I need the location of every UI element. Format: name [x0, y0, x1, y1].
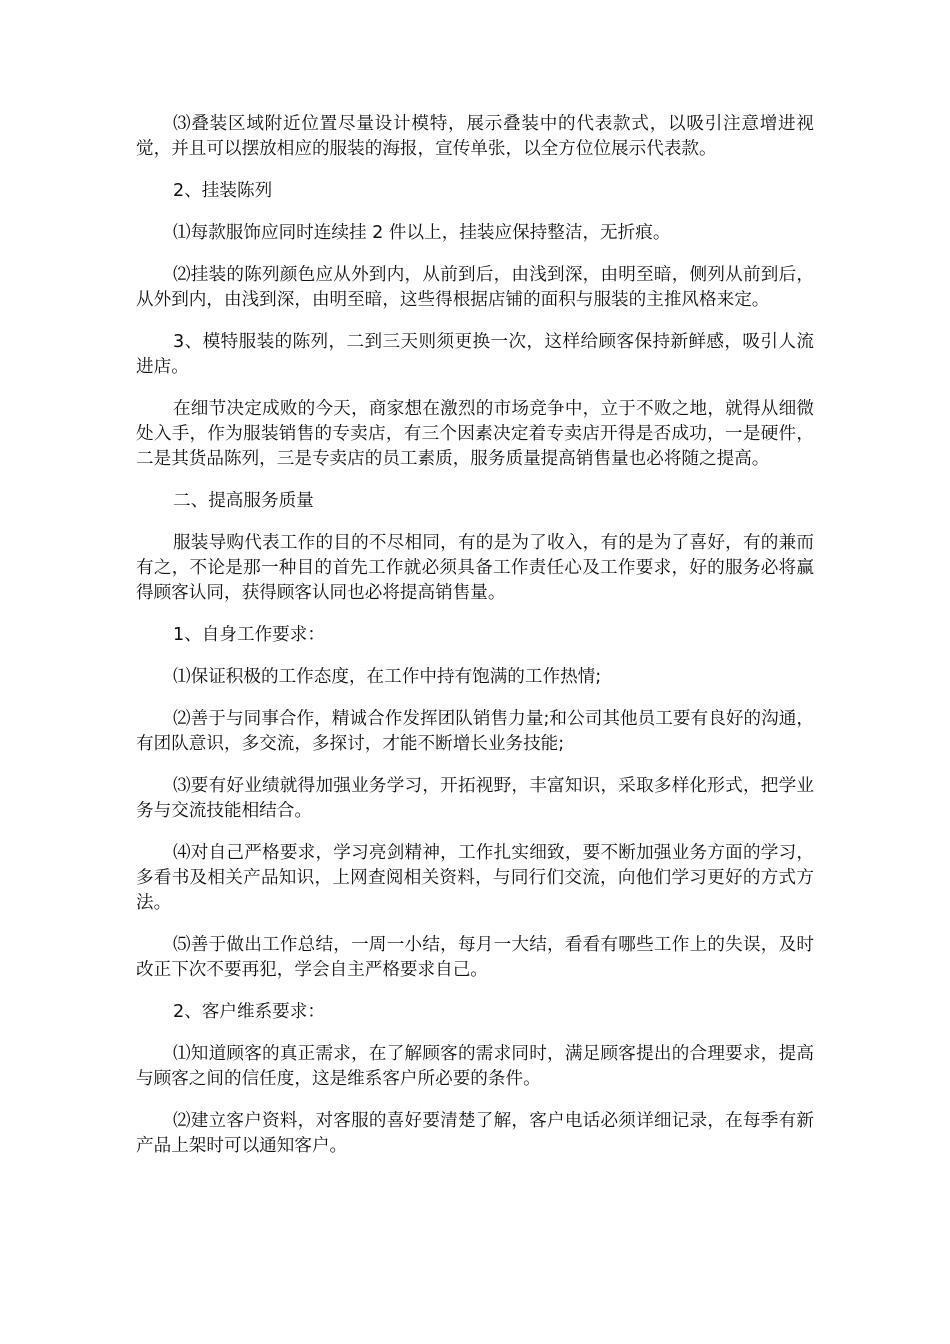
paragraph-self-requirement-4: ⑷对自己严格要求，学习亮剑精神，工作扎实细致，要不断加强业务方面的学习，多看书及相关产品知识，上网查阅相关资料，与同行们交流，向他们学习更好的方式方法。	[136, 843, 814, 913]
heading-self-requirements: 1、自身工作要求：	[173, 625, 325, 645]
paragraph-hanging-display-1: ⑴每款服饰应同时连续挂 2 件以上，挂装应保持整洁，无折痕。	[173, 223, 671, 243]
paragraph-customer-requirement-2: ⑵建立客户资料，对客服的喜好要清楚了解，客户电话必须详细记录，在每季有新产品上架时可以通知客户。	[136, 1111, 814, 1156]
heading-hanging-display: 2、挂装陈列	[173, 181, 273, 201]
paragraph-service-intro: 服装导购代表工作的目的不尽相同，有的是为了收入，有的是为了喜好，有的兼而有之，不论是那一种目的首先工作就必须具备工作责任心及工作要求，好的服务必将赢得顾客认同，获得顾客认同也必将提高销售量。	[136, 533, 814, 603]
paragraph-self-requirement-2: ⑵善于与同事合作，精诚合作发挥团队销售力量;和公司其他员工要有良好的沟通，有团队意识，多交流，多探讨，才能不断增长业务技能;	[136, 709, 814, 754]
paragraph-mannequin-display: 3、模特服装的陈列，二到三天则须更换一次，这样给顾客保持新鲜感，吸引人流进店。	[136, 332, 814, 377]
paragraph-customer-requirement-1: ⑴知道顾客的真正需求，在了解顾客的需求同时，满足顾客提出的合理要求，提高与顾客之间的信任度，这是维系客户所必要的条件。	[136, 1044, 814, 1089]
document-body	[136, 112, 814, 1176]
heading-customer-requirements: 2、客户维系要求：	[173, 1002, 325, 1022]
paragraph-self-requirement-5: ⑸善于做出工作总结，一周一小结，每月一大结，看看有哪些工作上的失误，及时改正下次不要再犯，学会自主严格要求自己。	[136, 935, 814, 980]
paragraph-self-requirement-1: ⑴保证积极的工作态度，在工作中持有饱满的工作热情;	[173, 667, 602, 687]
paragraph-hanging-display-2: ⑵挂装的陈列颜色应从外到内，从前到后，由浅到深，由明至暗，侧列从前到后，从外到内，由浅到深，由明至暗，这些得根据店铺的面积与服装的主推风格来定。	[136, 265, 814, 310]
paragraph-details-success: 在细节决定成败的今天，商家想在激烈的市场竞争中，立于不败之地，就得从细微处入手，作为服装销售的专卖店，有三个因素决定着专卖店开得是否成功，一是硬件，二是其货品陈列，三是专卖店的员工素质，服务质量提高销售量也必将随之提高。	[136, 399, 814, 469]
paragraph-stacked-display-3: ⑶叠装区域附近位置尽量设计模特，展示叠装中的代表款式，以吸引注意增进视觉，并且可以摆放相应的服装的海报，宣传单张，以全方位位展示代表款。	[136, 114, 814, 159]
paragraph-self-requirement-3: ⑶要有好业绩就得加强业务学习，开拓视野，丰富知识，采取多样化形式，把学业务与交流技能相结合。	[136, 776, 814, 821]
heading-improve-service: 二、提高服务质量	[173, 491, 314, 511]
